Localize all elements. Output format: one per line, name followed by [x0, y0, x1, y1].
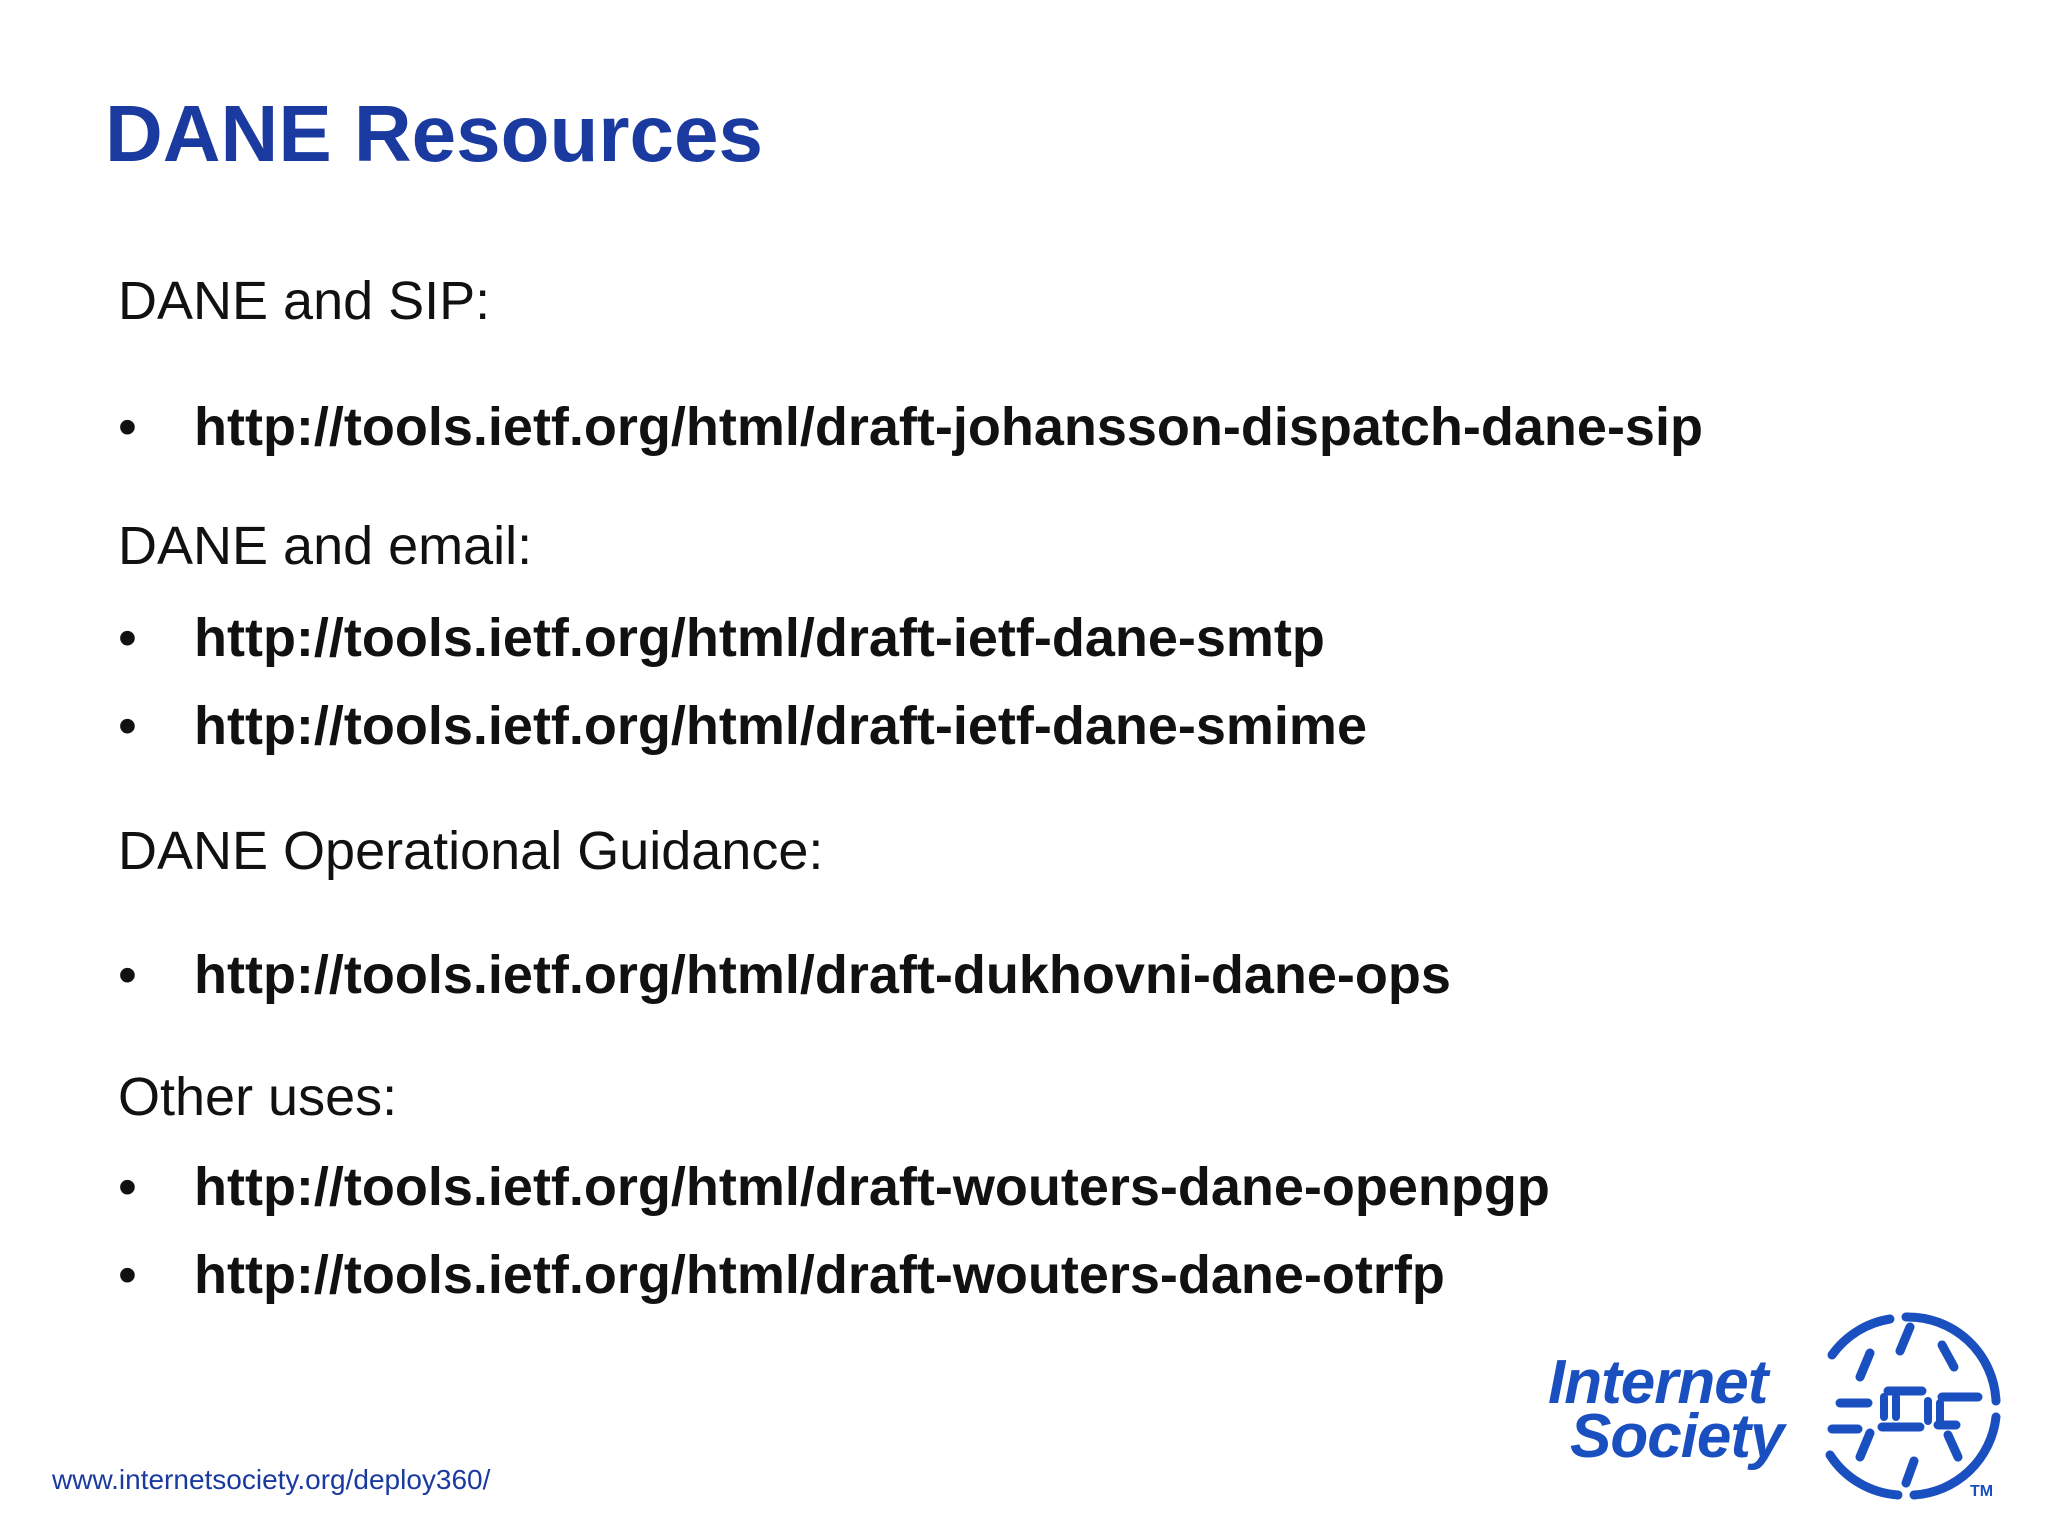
bullet-dot: •	[118, 1157, 137, 1217]
bullet-item	[118, 607, 1325, 669]
section-heading-ops: DANE Operational Guidance:	[118, 821, 824, 881]
bullet-dot: •	[118, 696, 137, 756]
logo-text-internet: Internet	[1548, 1348, 1768, 1417]
footer-url[interactable]: www.internetsociety.org/deploy360/	[52, 1464, 491, 1495]
bullet-item	[118, 396, 1703, 458]
bullet-item	[118, 944, 1451, 1006]
internet-society-logo	[1548, 1305, 2018, 1505]
internet-society-globe-icon	[1810, 1305, 2010, 1505]
bullet-dot: •	[118, 608, 137, 668]
bullet-dot: •	[118, 945, 137, 1005]
link-dane-smtp[interactable]: http://tools.ietf.org/html/draft-ietf-dane-smtp	[194, 608, 1325, 668]
bullet-dot: •	[118, 397, 137, 457]
section-heading-other: Other uses:	[118, 1067, 398, 1127]
link-dane-sip[interactable]: http://tools.ietf.org/html/draft-johansson-dispatch-dane-sip	[194, 397, 1703, 457]
bullet-item	[118, 695, 1367, 757]
bullet-item	[118, 1156, 1550, 1218]
link-dane-smime[interactable]: http://tools.ietf.org/html/draft-ietf-dane-smime	[194, 696, 1367, 756]
slide-title: DANE Resources	[105, 89, 764, 178]
link-dane-openpgp[interactable]: http://tools.ietf.org/html/draft-wouters-dane-openpgp	[194, 1157, 1550, 1217]
trademark-mark: TM	[1970, 1483, 1994, 1500]
section-heading-sip: DANE and SIP:	[118, 271, 491, 331]
link-dane-otrfp[interactable]: http://tools.ietf.org/html/draft-wouters-dane-otrfp	[194, 1245, 1445, 1305]
bullet-dot: •	[118, 1245, 137, 1305]
logo-text-society: Society	[1570, 1402, 1784, 1471]
link-dane-ops[interactable]: http://tools.ietf.org/html/draft-dukhovni-dane-ops	[194, 945, 1451, 1005]
bullet-item	[118, 1244, 1445, 1306]
section-heading-email: DANE and email:	[118, 516, 533, 576]
